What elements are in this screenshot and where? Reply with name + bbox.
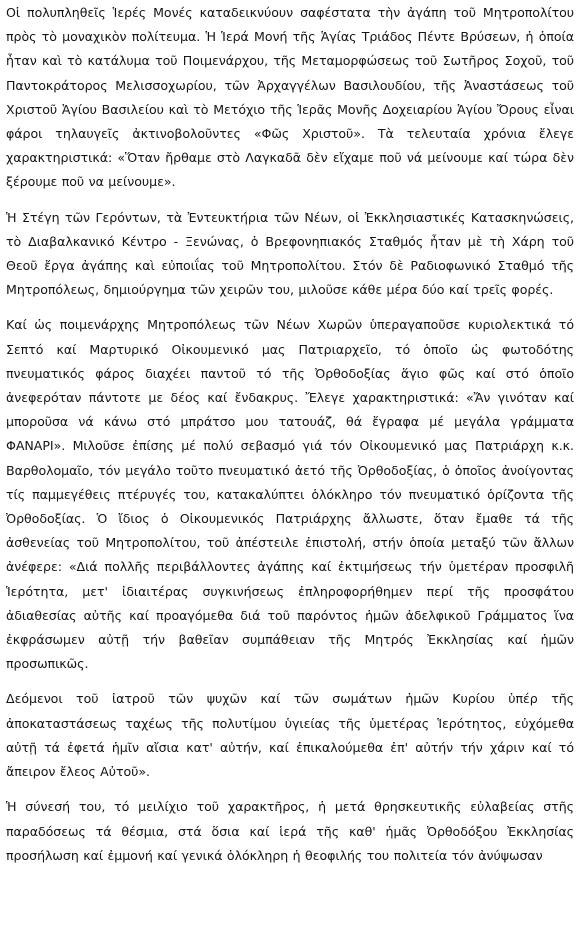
paragraph-patriarchate: Καί ὡς ποιμενάρχης Μητροπόλεως τῶν Νέων Χωρῶν ὑπεραγαποῦσε κυριολεκτικά τό Σεπτό καί Μαρτυρικό Οἰκουμενικό μας Πατριαρχεῖο, τό ὁποῖο ὡς φωτοδότης πνευματικός φάρος διαχέει παντοῦ τό τῆς Ὀρθοδοξίας ἅγιο φῶς καί στό ὁποῖο ἀνεφερόταν πάντοτε με δέος καί ἔνδακρυς. Ἔλεγε χαρακτηριστικά: «Ἄν γινόταν καί μποροῦσα νά κάνω στό μπράτσο μου τατουάζ, θά ἔγραφα μέ μεγάλα γράμματα ΦΑΝΑΡΙ». Μιλοῦσε ἐπίσης μέ πολύ σεβασμό γιά τόν Οἰκουμενικό μας Πατριάρχη κ.κ. Βαρθολομαῖο, τόν μεγάλο τοῦτο πνευματικό ἀετό τῆς Ὀρθοδοξίας, ὁ ὁποῖος ἀνοίγοντας τίς παμμεγέθεις πτέρυγές του, κατακαλύπτει ὁλόκληρο τόν πνευματικό ὁρίζοντα τῆς Ὀρθοδοξίας. Ὁ ἴδιος ὁ Οἰκουμενικός Πατριάρχης ἄλλωστε, ὅταν ἔμαθε τά τῆς ἀσθενείας τοῦ Μητροπολίτου, τοῦ ἀπέστειλε ἐπιστολή, στήν ὁποία μεταξύ τῶν ἄλλων ἀνέφερε: «Διά πολλῆς περιβάλλοντες ἀγάπης καί ἐκτιμήσεως τήν ὑμετέραν προσφιλῆ Ἱερότητα, μετ' ἰδιαιτέρας συγκινήσεως ἐπληροφορήθημεν περί τῆς προσφάτου ἀδιαθεσίας αὐτῆς καί προαγόμεθα διά τοῦ παρόντος ἡμῶν ἀδελφικοῦ Γράμματος ἵνα ἐκφράσωμεν αὐτῇ τήν βαθεῖαν συμπάθειαν τῆς Μητρός Ἐκκλησίας καί ἡμῶν προσωπικῶς. xyxy=(6,317,574,672)
paragraph-character: Ἡ σύνεσή του, τό μειλίχιο τοῦ χαρακτῆρος, ἡ μετά θρησκευτικῆς εὐλαβείας στῆς παραδόσεως τά θέσμια, στά ὅσια καί ἱερά τῆς καθ' ἡμᾶς Ὀρθοδόξου Ἐκκλησίας προσήλωση καί ἐμμονή καί γενικά ὁλόκληρη ἡ θεοφιλής του πολιτεία τόν ἀνύψωσαν xyxy=(6,799,574,863)
paragraph-charity-works: Ἡ Στέγη τῶν Γερόντων, τὰ Ἐντευκτήρια τῶν Νέων, οἱ Ἐκκλησιαστικές Κατασκηνώσεις, τὸ Διαβαλκανικό Κέντρο - Ξενώνας, ὁ Βρεφονηπιακός Σταθμός ἦταν μὲ τὴ Χάρη τοῦ Θεοῦ ἔργα ἀγάπης καὶ εὐποιΐας τοῦ Μητροπολίτου. Στόν δὲ Ραδιοφωνικό Σταθμό τῆς Μητροπόλεως, δημιούργημα τῶν χειρῶν του, μιλοῦσε κάθε μέρα δύο καί τρεῖς φορές. xyxy=(6,209,574,298)
paragraph-monasteries: Οἱ πολυπληθεῖς Ἱερές Μονές καταδεικνύουν σαφέστατα τὴν ἀγάπη τοῦ Μητροπολίτου πρὸς τὸ μοναχικὸν πολίτευμα. Ἡ Ἱερά Μονή τῆς Ἁγίας Τριάδος Πέντε Βρύσεων, ἡ ὁποία ἦταν καὶ τὸ κατάλυμα τοῦ Ποιμενάρχου, τῆς Μεταμορφώσεως τοῦ Σωτῆρος Σοχοῦ, τοῦ Παντοκράτορος Μελισσοχωρίου, τῶν Ἀρχαγγέλων Βασιλουδίου, τῆς Ἀναστάσεως τοῦ Χριστοῦ Ἁγίου Βασιλείου καὶ τὸ Μετόχιο τῆς Ἱερᾶς Μονῆς Δοχειαρίου Ἁγίου Ὄρους εἶναι φάροι τηλαυγεῖς ἀκτινοβολοῦντες «Φῶς Χριστοῦ». Τὰ τελευταία χρόνια ἔλεγε χαρακτηριστικά: «Ὅταν ἤρθαμε στὸ Λαγκαδᾶ δὲν εἴχαμε ποῦ νά μείνουμε καί τώρα δὲν ξέρουμε ποῦ να μείνουμε». xyxy=(6,5,574,190)
paragraph-prayer: Δεόμενοι τοῦ ἰατροῦ τῶν ψυχῶν καί τῶν σωμάτων ἡμῶν Κυρίου ὑπέρ τῆς ἀποκαταστάσεως ταχέως τῆς πολυτίμου ὑγιείας τῆς ὑμετέρας Ἱερότητος, εὐχόμεθα αὐτῇ τά ἐφετά ἡμῖν αἴσια κατ' αὐτήν, καί ἐπικαλούμεθα ἐπ' αὐτήν τήν χάριν καί τό ἄπειρον ἔλεος Αὐτοῦ». xyxy=(6,691,574,780)
